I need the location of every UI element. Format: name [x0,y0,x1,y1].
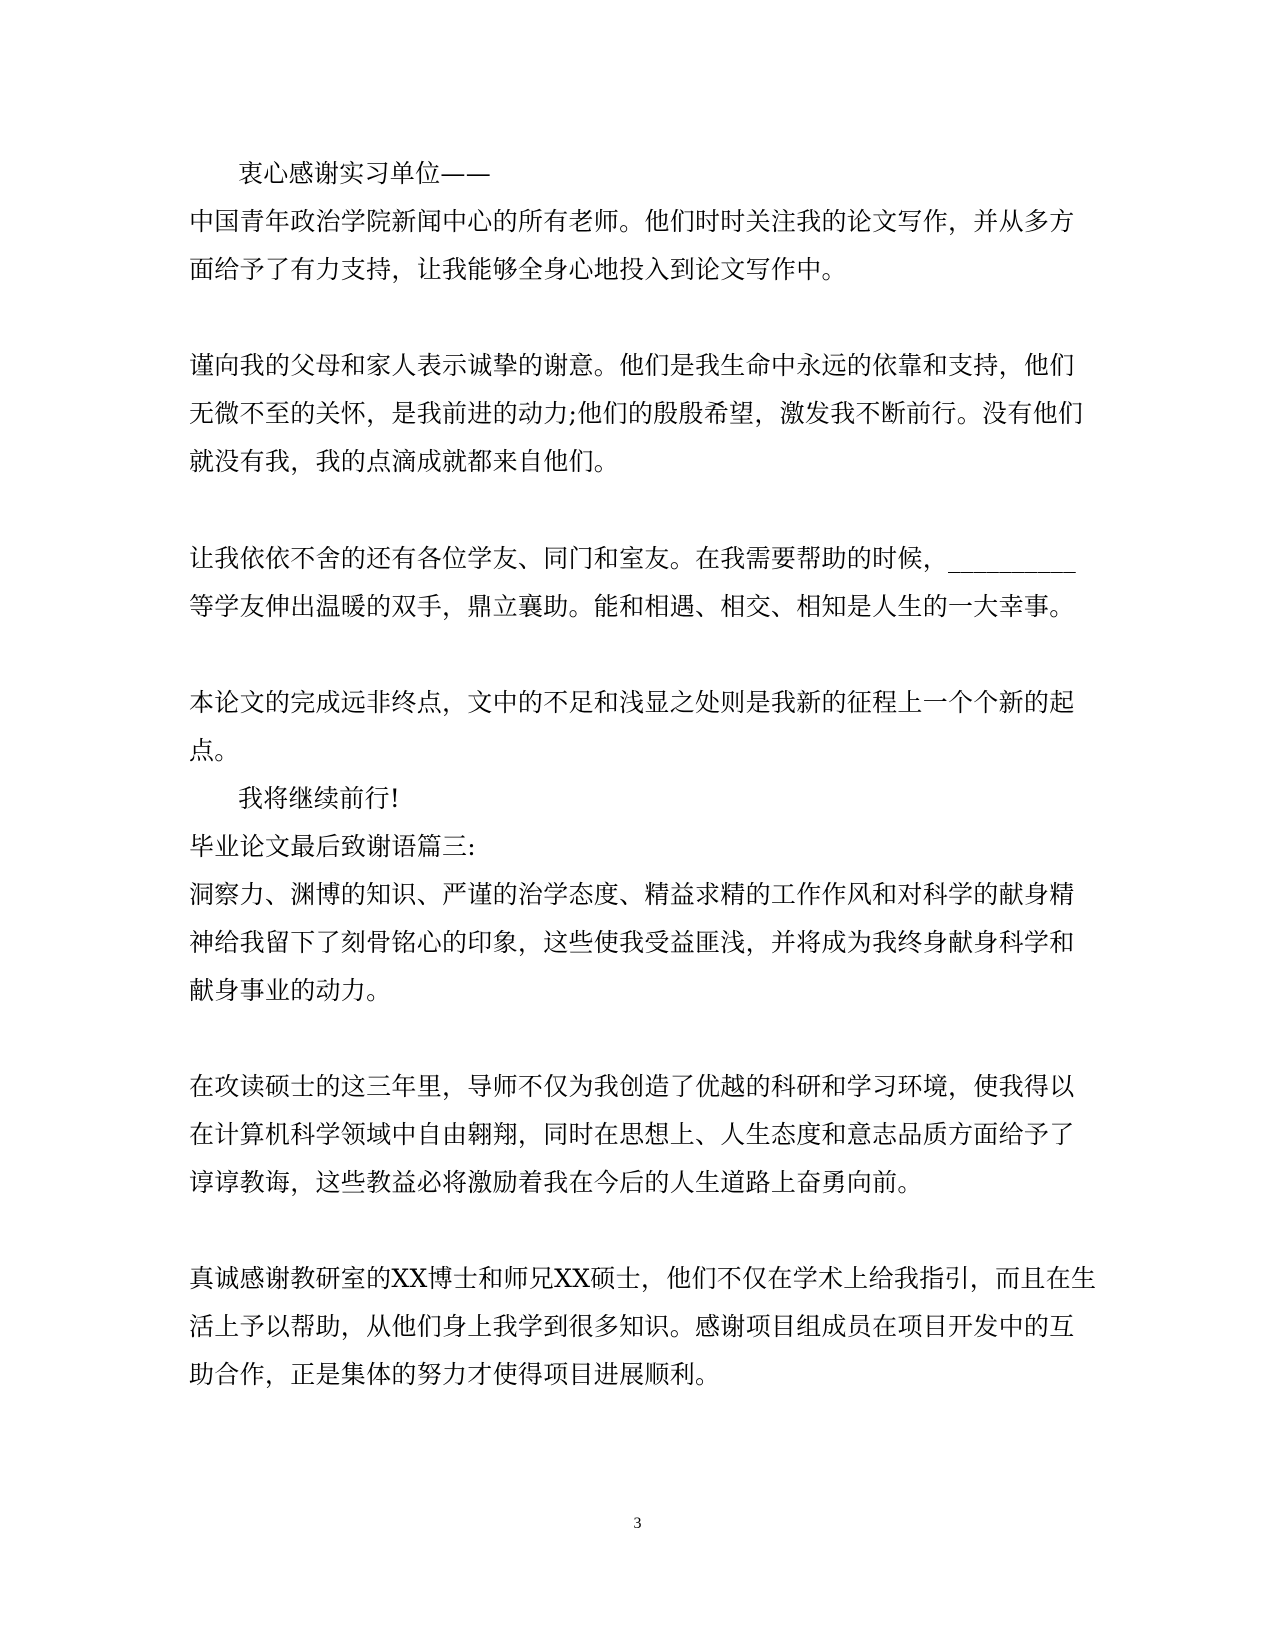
text-line: 在计算机科学领域中自由翱翔，同时在思想上、人生态度和意志品质方面给予了 [189,1120,1075,1149]
text-line: 衷心感谢实习单位—— [238,159,492,188]
text-line: 在攻读硕士的这三年里，导师不仅为我创造了优越的科研和学习环境，使我得以 [189,1072,1075,1101]
text-line: 让我依依不舍的还有各位学友、同门和室友。在我需要帮助的时候，__________ [189,544,1077,573]
text-line: 中国青年政治学院新闻中心的所有老师。他们时时关注我的论文写作，并从多方 [189,207,1075,236]
text-line: 谨向我的父母和家人表示诚挚的谢意。他们是我生命中永远的依靠和支持，他们 [189,351,1075,380]
text-line: 点。 [189,736,240,765]
text-line: 无微不至的关怀，是我前进的动力;他们的殷殷希望，激发我不断前行。没有他们 [189,399,1084,428]
text-line: 等学友伸出温暖的双手，鼎立襄助。能和相遇、相交、相知是人生的一大幸事。 [189,592,1075,621]
text-line: 我将继续前行! [238,784,401,813]
text-line: 助合作，正是集体的努力才使得项目进展顺利。 [189,1360,721,1389]
text-line: 面给予了有力支持，让我能够全身心地投入到论文写作中。 [189,255,847,284]
text-line: 本论文的完成远非终点，文中的不足和浅显之处则是我新的征程上一个个新的起 [189,688,1075,717]
page-number: 3 [633,1515,642,1532]
section-heading: 毕业论文最后致谢语篇三: [189,832,477,861]
text-line: 就没有我，我的点滴成就都来自他们。 [189,447,620,476]
text-line: 真诚感谢教研室的XX博士和师兄XX硕士，他们不仅在学术上给我指引，而且在生 [189,1264,1097,1293]
text-line: 活上予以帮助，从他们身上我学到很多知识。感谢项目组成员在项目开发中的互 [189,1312,1075,1341]
text-line: 神给我留下了刻骨铭心的印象，这些使我受益匪浅，并将成为我终身献身科学和 [189,928,1075,957]
text-line: 谆谆教诲，这些教益必将激励着我在今后的人生道路上奋勇向前。 [189,1168,923,1197]
text-line: 洞察力、渊博的知识、严谨的治学态度、精益求精的工作作风和对科学的献身精 [189,880,1075,909]
text-line: 献身事业的动力。 [189,976,392,1005]
